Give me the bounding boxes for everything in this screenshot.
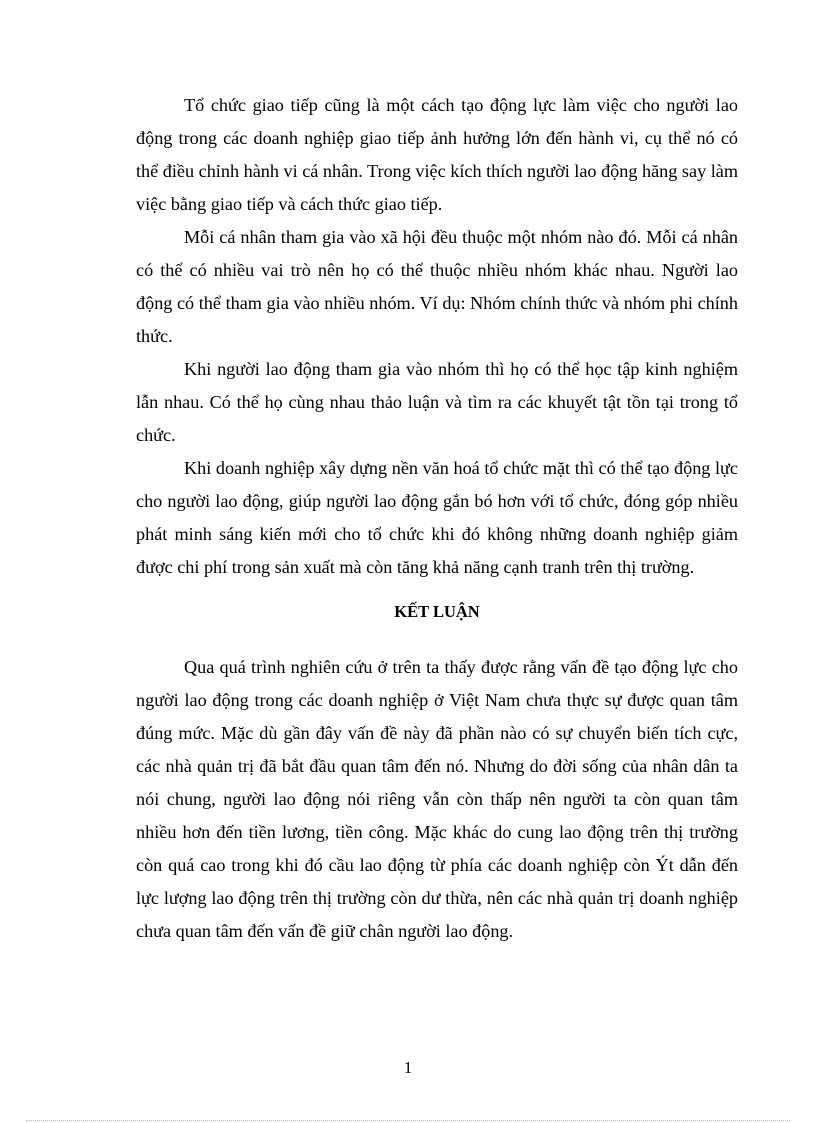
page-body bbox=[136, 89, 738, 948]
conclusion-heading: KẾT LUẬN bbox=[394, 602, 480, 621]
page-number: 1 bbox=[403, 1058, 413, 1077]
paragraph-groups: Mỗi cá nhân tham gia vào xã hội đều thuộc một nhóm nào đó. Mỗi cá nhân có thể có nhiều vai trò nên họ có thể thuộc nhiều nhóm khác nhau. Người lao động có thể tham gia vào nhiều nhóm. Ví dụ: Nhóm chính thức và nhóm phi chính thức. bbox=[136, 227, 738, 346]
paragraph-learning: Khi người lao động tham gia vào nhóm thì họ có thể học tập kinh nghiệm lẫn nhau. Có thể họ cùng nhau thảo luận và tìm ra các khuyết tật tồn tại trong tổ chức. bbox=[136, 359, 738, 445]
paragraph-culture: Khi doanh nghiệp xây dựng nền văn hoá tổ chức mặt thì có thể tạo động lực cho người lao động, giúp người lao động gắn bó hơn với tổ chức, đóng góp nhiều phát minh sáng kiến mới cho tổ chức khi đó không những doanh nghiệp giảm được chi phí trong sản xuất mà còn tăng khả năng cạnh tranh trên thị trường. bbox=[136, 458, 738, 577]
page-bottom-divider bbox=[26, 1120, 790, 1121]
paragraph-conclusion: Qua quá trình nghiên cứu ở trên ta thấy được rằng vấn đề tạo động lực cho người lao động trong các doanh nghiệp ở Việt Nam chưa thực sự được quan tâm đúng mức. Mặc dù gần đây vấn đề này đã phần nào có sự chuyển biến tích cực, các nhà quản trị đã bắt đầu quan tâm đến nó. Nhưng do đời sống của nhân dân ta nói chung, người lao động nói riêng vẫn còn thấp nên người ta còn quan tâm nhiều hơn đến tiền lương, tiền công. Mặc khác do cung lao động trên thị trường còn quá cao trong khi đó cầu lao động từ phía các doanh nghiệp còn Ýt dẫn đến lực lượng lao động trên thị trường còn dư thừa, nên các nhà quản trị doanh nghiệp chưa quan tâm đến vấn đề giữ chân người lao động. bbox=[136, 657, 738, 941]
paragraph-communication: Tổ chức giao tiếp cũng là một cách tạo động lực làm việc cho người lao động trong các doanh nghiệp giao tiếp ảnh hưởng lớn đến hành vi, cụ thể nó có thể điều chỉnh hành vi cá nhân. Trong việc kích thích người lao động hăng say làm việc bằng giao tiếp và cách thức giao tiếp. bbox=[136, 95, 738, 214]
